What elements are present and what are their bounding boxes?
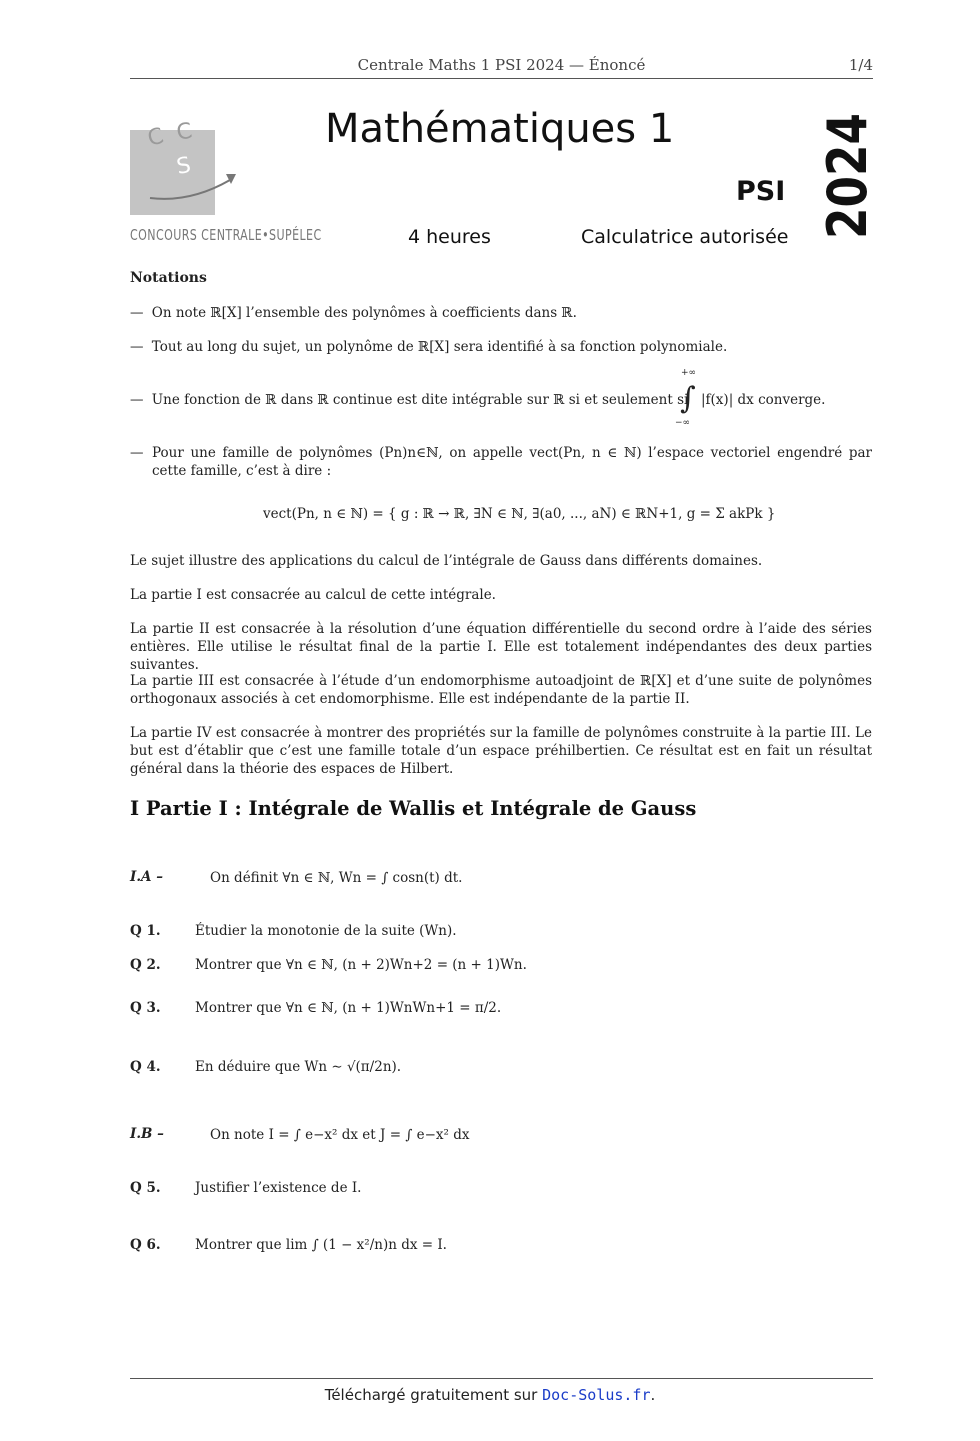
part-text-IA: On définit ∀n ∈ ℕ, Wn = ∫ cosn(t) dt.: [210, 870, 463, 886]
question-label: Q 2.: [130, 957, 161, 973]
question-text: En déduire que Wn ∼ √(π/2n).: [195, 1059, 402, 1075]
question-label: Q 4.: [130, 1059, 161, 1075]
logo-square: [130, 130, 215, 215]
notations-heading: Notations: [130, 270, 207, 286]
notation-item: — On note ℝ[X] l’ensemble des polynômes à coefficients dans ℝ.: [130, 305, 577, 321]
logo-text: CONCOURS CENTRALE•SUPÉLEC: [130, 226, 322, 244]
footer-rule: [130, 1378, 873, 1379]
footer-prefix: Téléchargé gratuitement sur: [324, 1386, 538, 1404]
notation-item: — Pour une famille de polynômes (Pn)n∈ℕ, on appelle vect(Pn, n ∈ ℕ) l’espace vectoriel engendré par cette famille, c’est à dire :: [130, 445, 872, 479]
vect-formula: vect(Pn, n ∈ ℕ) = { g : ℝ → ℝ, ∃N ∈ ℕ, ∃(a0, ..., aN) ∈ ℝN+1, g = Σ akPk }: [263, 506, 776, 522]
section-title: I Partie I : Intégrale de Wallis et Intégrale de Gauss: [130, 797, 697, 820]
question-label: Q 3.: [130, 1000, 161, 1016]
duration: 4 heures: [408, 226, 491, 248]
part-text-IB: On note I = ∫ e−x² dx et J = ∫ e−x² dx: [210, 1127, 470, 1143]
question-text: Justifier l’existence de I.: [195, 1180, 362, 1196]
footer: [0, 1386, 980, 1404]
integral-symbol: +∞ ∫ −∞: [675, 368, 697, 428]
question-label: Q 1.: [130, 923, 161, 939]
part-label-IA: I.A –: [130, 869, 163, 885]
intro-paragraph: La partie I est consacrée au calcul de cette intégrale.: [130, 587, 496, 603]
notation-item: — Tout au long du sujet, un polynôme de ℝ[X] sera identifié à sa fonction polynomiale.: [130, 339, 728, 355]
question-text: Montrer que ∀n ∈ ℕ, (n + 1)WnWn+1 = π/2.: [195, 1000, 502, 1016]
svg-text:C: C: [145, 123, 167, 152]
year-vertical: [816, 88, 879, 243]
integrable-tail: |f(x)| dx converge.: [701, 392, 826, 408]
footer-link[interactable]: Doc-Solus.fr: [542, 1386, 651, 1404]
svg-text:C: C: [174, 118, 195, 146]
running-header: [130, 56, 873, 79]
intro-paragraph: La partie III est consacrée à l’étude d’un endomorphisme autoadjoint de ℝ[X] et d’une suite de polynômes orthogonaux associés à cet endomorphisme. Elle est indépendante de la partie II.: [130, 673, 872, 707]
svg-text:S: S: [174, 152, 193, 180]
intro-paragraph: La partie II est consacrée à la résolution d’une équation différentielle du second ordre à l’aide des séries entières. Elle utilise le résultat final de la partie I. Elle est totalement indépendantes des deux parties suivantes.: [130, 621, 872, 673]
intro-paragraph: Le sujet illustre des applications du calcul de l’intégrale de Gauss dans différents domaines.: [130, 553, 763, 569]
filiere: PSI: [736, 176, 786, 207]
running-title: Centrale Maths 1 PSI 2024 — Énoncé: [357, 56, 646, 74]
year-text: 2024: [816, 88, 879, 239]
question-text: Montrer que lim ∫ (1 − x²/n)n dx = I.: [195, 1237, 447, 1253]
question-text: Montrer que ∀n ∈ ℕ, (n + 2)Wn+2 = (n + 1)Wn.: [195, 957, 527, 973]
calculator-policy: Calculatrice autorisée: [581, 226, 789, 248]
notation-item: — Une fonction de ℝ dans ℝ continue est dite intégrable sur ℝ si et seulement si: [130, 392, 689, 408]
question-text: Étudier la monotonie de la suite (Wn).: [195, 923, 457, 939]
question-label: Q 5.: [130, 1180, 161, 1196]
intro-paragraph: La partie IV est consacrée à montrer des propriétés sur la famille de polynômes construite à la partie III. Le but est d’établir que c’est une famille totale d’un espace préhilbertien. Ce résultat est en fait un résultat général dans la théorie des espaces de Hilbert.: [130, 725, 872, 777]
exam-title: Mathématiques 1: [325, 106, 675, 152]
part-label-IB: I.B –: [130, 1126, 164, 1142]
page-number: 1/4: [848, 56, 873, 74]
question-label: Q 6.: [130, 1237, 161, 1253]
footer-suffix: .: [650, 1386, 656, 1404]
